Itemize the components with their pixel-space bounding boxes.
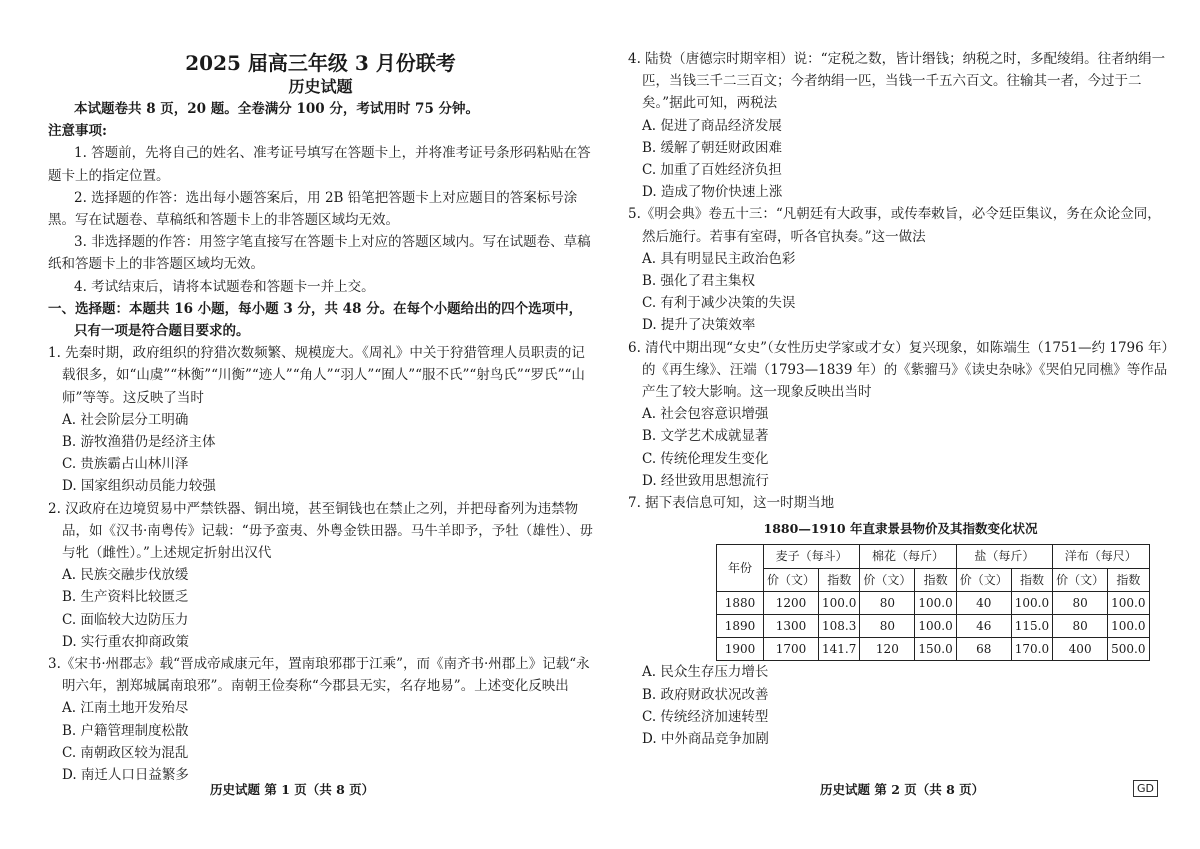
- table-cell: 100.0: [1108, 591, 1149, 614]
- page-footer-right: 历史试题 第 2 页（共 8 页）: [820, 782, 985, 797]
- option-a: A. 民族交融步伐放缓: [62, 567, 189, 584]
- notice-item: 1. 答题前，先将自己的姓名、准考证号填写在答题卡上，并将准考证号条形码粘贴在答题卡上的指定位置。: [48, 145, 591, 184]
- price-table: [716, 544, 1150, 661]
- option-c: C. 贵族霸占山林川泽: [62, 456, 189, 473]
- option-c: C. 面临较大边防压力: [62, 611, 189, 628]
- option-d: D. 经世致用思想流行: [642, 472, 769, 489]
- option-c: C. 有利于减少决策的失误: [642, 295, 796, 312]
- question-3: [48, 653, 593, 786]
- table-caption: 1880—1910 年直隶景县物价及其指数变化状况: [763, 521, 1038, 537]
- table-header-group: 盐（每斤）: [956, 545, 1052, 568]
- option-b: B. 文学艺术成就显著: [642, 428, 769, 445]
- option-b: B. 强化了君主集权: [642, 273, 756, 290]
- table-subheader-row: [717, 568, 1150, 591]
- table-row: [717, 615, 1150, 638]
- option-a: A. 促进了商品经济发展: [642, 117, 782, 134]
- table-subheader: 价（文）: [1053, 568, 1108, 591]
- table-cell: 120: [860, 638, 915, 661]
- option-b: B. 缓解了朝廷财政困难: [642, 139, 783, 156]
- notice-item: 4. 考试结束后，请将本试题卷和答题卡一并上交。: [74, 278, 375, 295]
- table-cell: 150.0: [915, 638, 956, 661]
- table-row: [717, 638, 1150, 661]
- question-1: [48, 342, 593, 497]
- table-header-row: [717, 545, 1150, 568]
- option-d: D. 中外商品竞争加剧: [642, 731, 769, 748]
- table-header-group: 洋布（每尺）: [1053, 545, 1149, 568]
- table-subheader: 价（文）: [956, 568, 1011, 591]
- option-c: C. 加重了百姓经济负担: [642, 162, 782, 179]
- option-a: A. 民众生存压力增长: [642, 664, 769, 681]
- option-c: C. 南朝政区较为混乱: [62, 744, 189, 761]
- question-stem: 3.《宋书·州郡志》载“晋成帝咸康元年，置南琅邪郡于江乘”，而《南齐书·州郡上》记载“永明六年，割郑城属南琅邪”。南朝王俭奏称“今郡县无实，名存地易”。上述变化反映出: [48, 656, 590, 695]
- section-heading: 一、选择题：本题共 16 小题，每小题 3 分，共 48 分。在每个小题给出的四个选项中，只有一项是符合题目要求的。: [48, 300, 583, 340]
- table-cell: 1300: [764, 615, 819, 638]
- notice-item: 2. 选择题的作答：选出每小题答案后，用 2B 铅笔把答题卡上对应题目的答案标号涂黑。写在试题卷、草稿纸和答题卡上的非答题区域均无效。: [48, 189, 578, 229]
- table-subheader: 指数: [1011, 568, 1052, 591]
- table-row: [717, 591, 1150, 614]
- notice-heading: 注意事项:: [48, 123, 107, 140]
- table-header-group: 麦子（每斗）: [764, 545, 860, 568]
- table-cell: 1890: [717, 615, 764, 638]
- option-a: A. 社会阶层分工明确: [62, 411, 189, 428]
- table-cell: 108.3: [819, 615, 860, 638]
- table-subheader: 指数: [819, 568, 860, 591]
- option-a: A. 具有明显民主政治色彩: [642, 250, 796, 267]
- notice-item: 3. 非选择题的作答：用签字笔直接写在答题卡上对应的答题区域内。写在试题卷、草稿纸和答题卡上的非答题区域均无效。: [48, 234, 591, 273]
- table-cell: 100.0: [819, 591, 860, 614]
- option-d: D. 造成了物价快速上涨: [642, 184, 783, 201]
- left-column: [48, 0, 593, 786]
- table-cell: 100.0: [1011, 591, 1052, 614]
- table-cell: 100.0: [915, 615, 956, 638]
- table-cell: 40: [956, 591, 1011, 614]
- table-subheader: 指数: [1108, 568, 1149, 591]
- question-4: [628, 48, 1173, 203]
- table-cell: 1900: [717, 638, 764, 661]
- right-column: [628, 48, 1173, 750]
- page-footer-left: 历史试题 第 1 页（共 8 页）: [210, 782, 375, 797]
- table-cell: 100.0: [1108, 615, 1149, 638]
- option-d: D. 实行重农抑商政策: [62, 633, 189, 650]
- table-cell: 400: [1053, 638, 1108, 661]
- table-cell: 1700: [764, 638, 819, 661]
- question-stem: 2. 汉政府在边境贸易中严禁铁器、铜出境，甚至铜钱也在禁止之列，并把母畜列为违禁物品，如《汉书·南粤传》记载：“毋予蛮夷、外粤金铁田器。马牛羊即予，予牡（雄性）、毋与牝（雌性）。”上述规定折射出汉代: [48, 500, 593, 562]
- option-b: B. 政府财政状况改善: [642, 686, 769, 703]
- question-stem: 6. 清代中期出现“女史”（女性历史学家或才女）复兴现象，如陈端生（1751—约 1796 年）的《再生缘》、汪端（1793—1839 年）的《紫骝马》《读史杂咏》《哭伯兄同樵》等作品产生了较大影响。这一现象反映出当时: [628, 339, 1169, 401]
- table-header-year: 年份: [717, 545, 764, 591]
- option-c: C. 传统经济加速转型: [642, 708, 769, 725]
- table-cell: 1200: [764, 591, 819, 614]
- question-7: [628, 492, 1173, 750]
- table-cell: 46: [956, 615, 1011, 638]
- option-c: C. 传统伦理发生变化: [642, 450, 769, 467]
- exam-subject: 历史试题: [288, 77, 353, 96]
- question-5: [628, 203, 1173, 336]
- table-cell: 115.0: [1011, 615, 1052, 638]
- table-header-group: 棉花（每斤）: [860, 545, 956, 568]
- option-b: B. 户籍管理制度松散: [62, 722, 189, 739]
- table-subheader: 价（文）: [860, 568, 915, 591]
- option-d: D. 提升了决策效率: [642, 317, 756, 334]
- print-code-badge: GD: [1133, 780, 1158, 797]
- table-cell: 80: [1053, 615, 1108, 638]
- table-cell: 100.0: [915, 591, 956, 614]
- question-stem: 7. 据下表信息可知，这一时期当地: [628, 495, 835, 512]
- table-cell: 500.0: [1108, 638, 1149, 661]
- option-d: D. 南迁人口日益繁多: [62, 767, 189, 784]
- table-subheader: 指数: [915, 568, 956, 591]
- table-cell: 170.0: [1011, 638, 1052, 661]
- table-cell: 141.7: [819, 638, 860, 661]
- exam-title: 2025 届高三年级 3 月份联考: [185, 51, 456, 75]
- table-cell: 80: [1053, 591, 1108, 614]
- option-b: B. 生产资料比较匮乏: [62, 589, 189, 606]
- option-b: B. 游牧渔猎仍是经济主体: [62, 434, 216, 451]
- question-stem: 5.《明会典》卷五十三：“凡朝廷有大政事，或传奉敕旨，必令廷臣集议，务在众论佥同，然后施行。若事有室碍，听各官执奏。”这一做法: [628, 206, 1161, 245]
- question-6: [628, 337, 1173, 492]
- option-a: A. 社会包容意识增强: [642, 406, 769, 423]
- option-d: D. 国家组织动员能力较强: [62, 478, 216, 495]
- question-2: [48, 498, 593, 653]
- table-cell: 68: [956, 638, 1011, 661]
- exam-info: 本试题卷共 8 页，20 题。全卷满分 100 分，考试用时 75 分钟。: [74, 101, 480, 117]
- option-a: A. 江南土地开发殆尽: [62, 700, 189, 717]
- question-stem: 1. 先秦时期，政府组织的狩猎次数频繁、规模庞大。《周礼》中关于狩猎管理人员职责的记载很多，如“山虞”“林衡”“川衡”“迹人”“角人”“羽人”“囿人”“服不氏”“射鸟氏”“罗氏”“山师”等等。这反映了当时: [48, 345, 585, 406]
- table-cell: 80: [860, 591, 915, 614]
- table-cell: 1880: [717, 591, 764, 614]
- table-subheader: 价（文）: [764, 568, 819, 591]
- table-cell: 80: [860, 615, 915, 638]
- question-stem: 4. 陆贽（唐德宗时期宰相）说：“定税之数，皆计缗钱；纳税之时，多配绫绢。往者纳绢一匹，当钱三千二三百文；今者纳绢一匹，当钱一千五六百文。往输其一者，今过于二矣。”据此可知，两税法: [628, 51, 1166, 112]
